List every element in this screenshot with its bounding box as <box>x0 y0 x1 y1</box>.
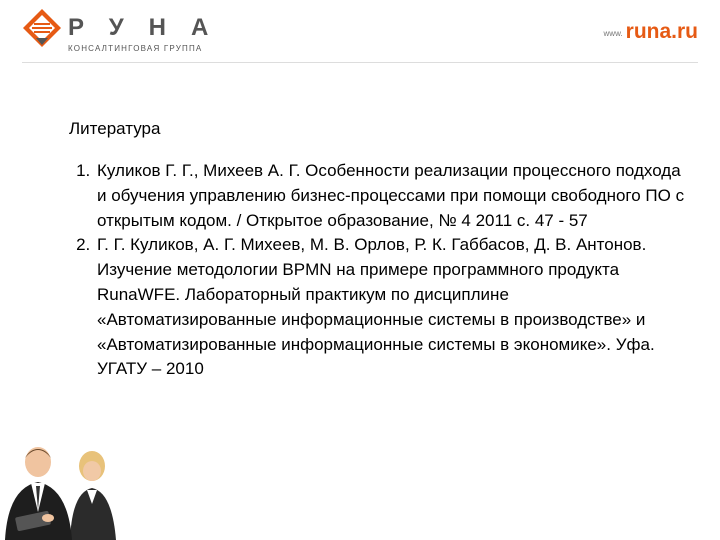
logo-letters: РУНА <box>68 14 234 41</box>
business-people-illustration-icon <box>0 440 140 540</box>
company-logo <box>22 8 234 58</box>
page-title: Литература <box>69 119 161 138</box>
logo-subtitle: КОНСАЛТИНГОВАЯ ГРУППА <box>68 44 203 53</box>
reference-item: 1. Куликов Г. Г., Михеев А. Г. Особенности реализации процессного подхода и обучения управлению бизнес-процессами при помощи свободного ПО с открытым кодом. / Открытое образование, № 4 2011 с. 47 - 57 <box>95 159 689 233</box>
reference-list <box>69 159 689 382</box>
reference-item: 2. Г. Г. Куликов, А. Г. Михеев, М. В. Орлов, Р. К. Габбасов, Д. В. Антонов. Изучение методологии BPMN на примере программного продукта RunaWFE. Лабораторный практикум по дисциплине «Автоматизированные информационные системы в производстве» и «Автоматизированные информационные системы в экономике». Уфа. УГАТУ – 2010 <box>95 233 689 382</box>
website-prefix: www. <box>603 29 623 38</box>
website-domain: runa.ru <box>625 20 698 43</box>
website-link[interactable] <box>604 20 698 44</box>
header-divider <box>22 62 698 63</box>
runa-diamond-logo-icon <box>22 8 62 48</box>
slide-content <box>69 118 689 382</box>
header <box>0 0 720 70</box>
